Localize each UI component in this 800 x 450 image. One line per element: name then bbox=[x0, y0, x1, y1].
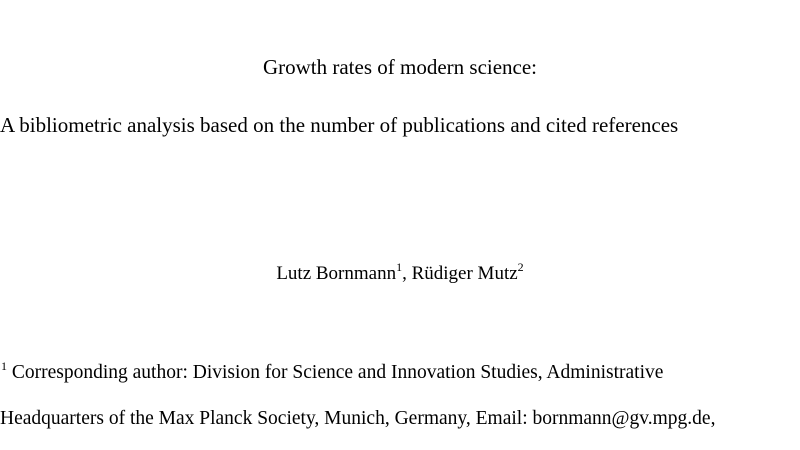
affiliation-mark: 1 bbox=[396, 260, 403, 274]
author-separator: , bbox=[402, 263, 412, 284]
author-list bbox=[0, 262, 800, 286]
paper-title-line-2: A bibliometric analysis based on the number of publications and cited references bbox=[0, 113, 679, 137]
footnote-line-1 bbox=[1, 361, 663, 385]
affiliation-mark: 2 bbox=[517, 260, 524, 274]
author-name: Lutz Bornmann bbox=[276, 263, 397, 284]
paper-title-line-1: Growth rates of modern science: bbox=[262, 55, 538, 79]
footnote-mark: 1 bbox=[1, 359, 7, 373]
author-name: Rüdiger Mutz bbox=[411, 263, 518, 284]
footnote-line-2: Headquarters of the Max Planck Society, Munich, Germany, Email: bornmann@gv.mpg.de, bbox=[0, 408, 716, 429]
footnote-text: Corresponding author: Division for Science and Innovation Studies, Administrative bbox=[7, 362, 664, 383]
